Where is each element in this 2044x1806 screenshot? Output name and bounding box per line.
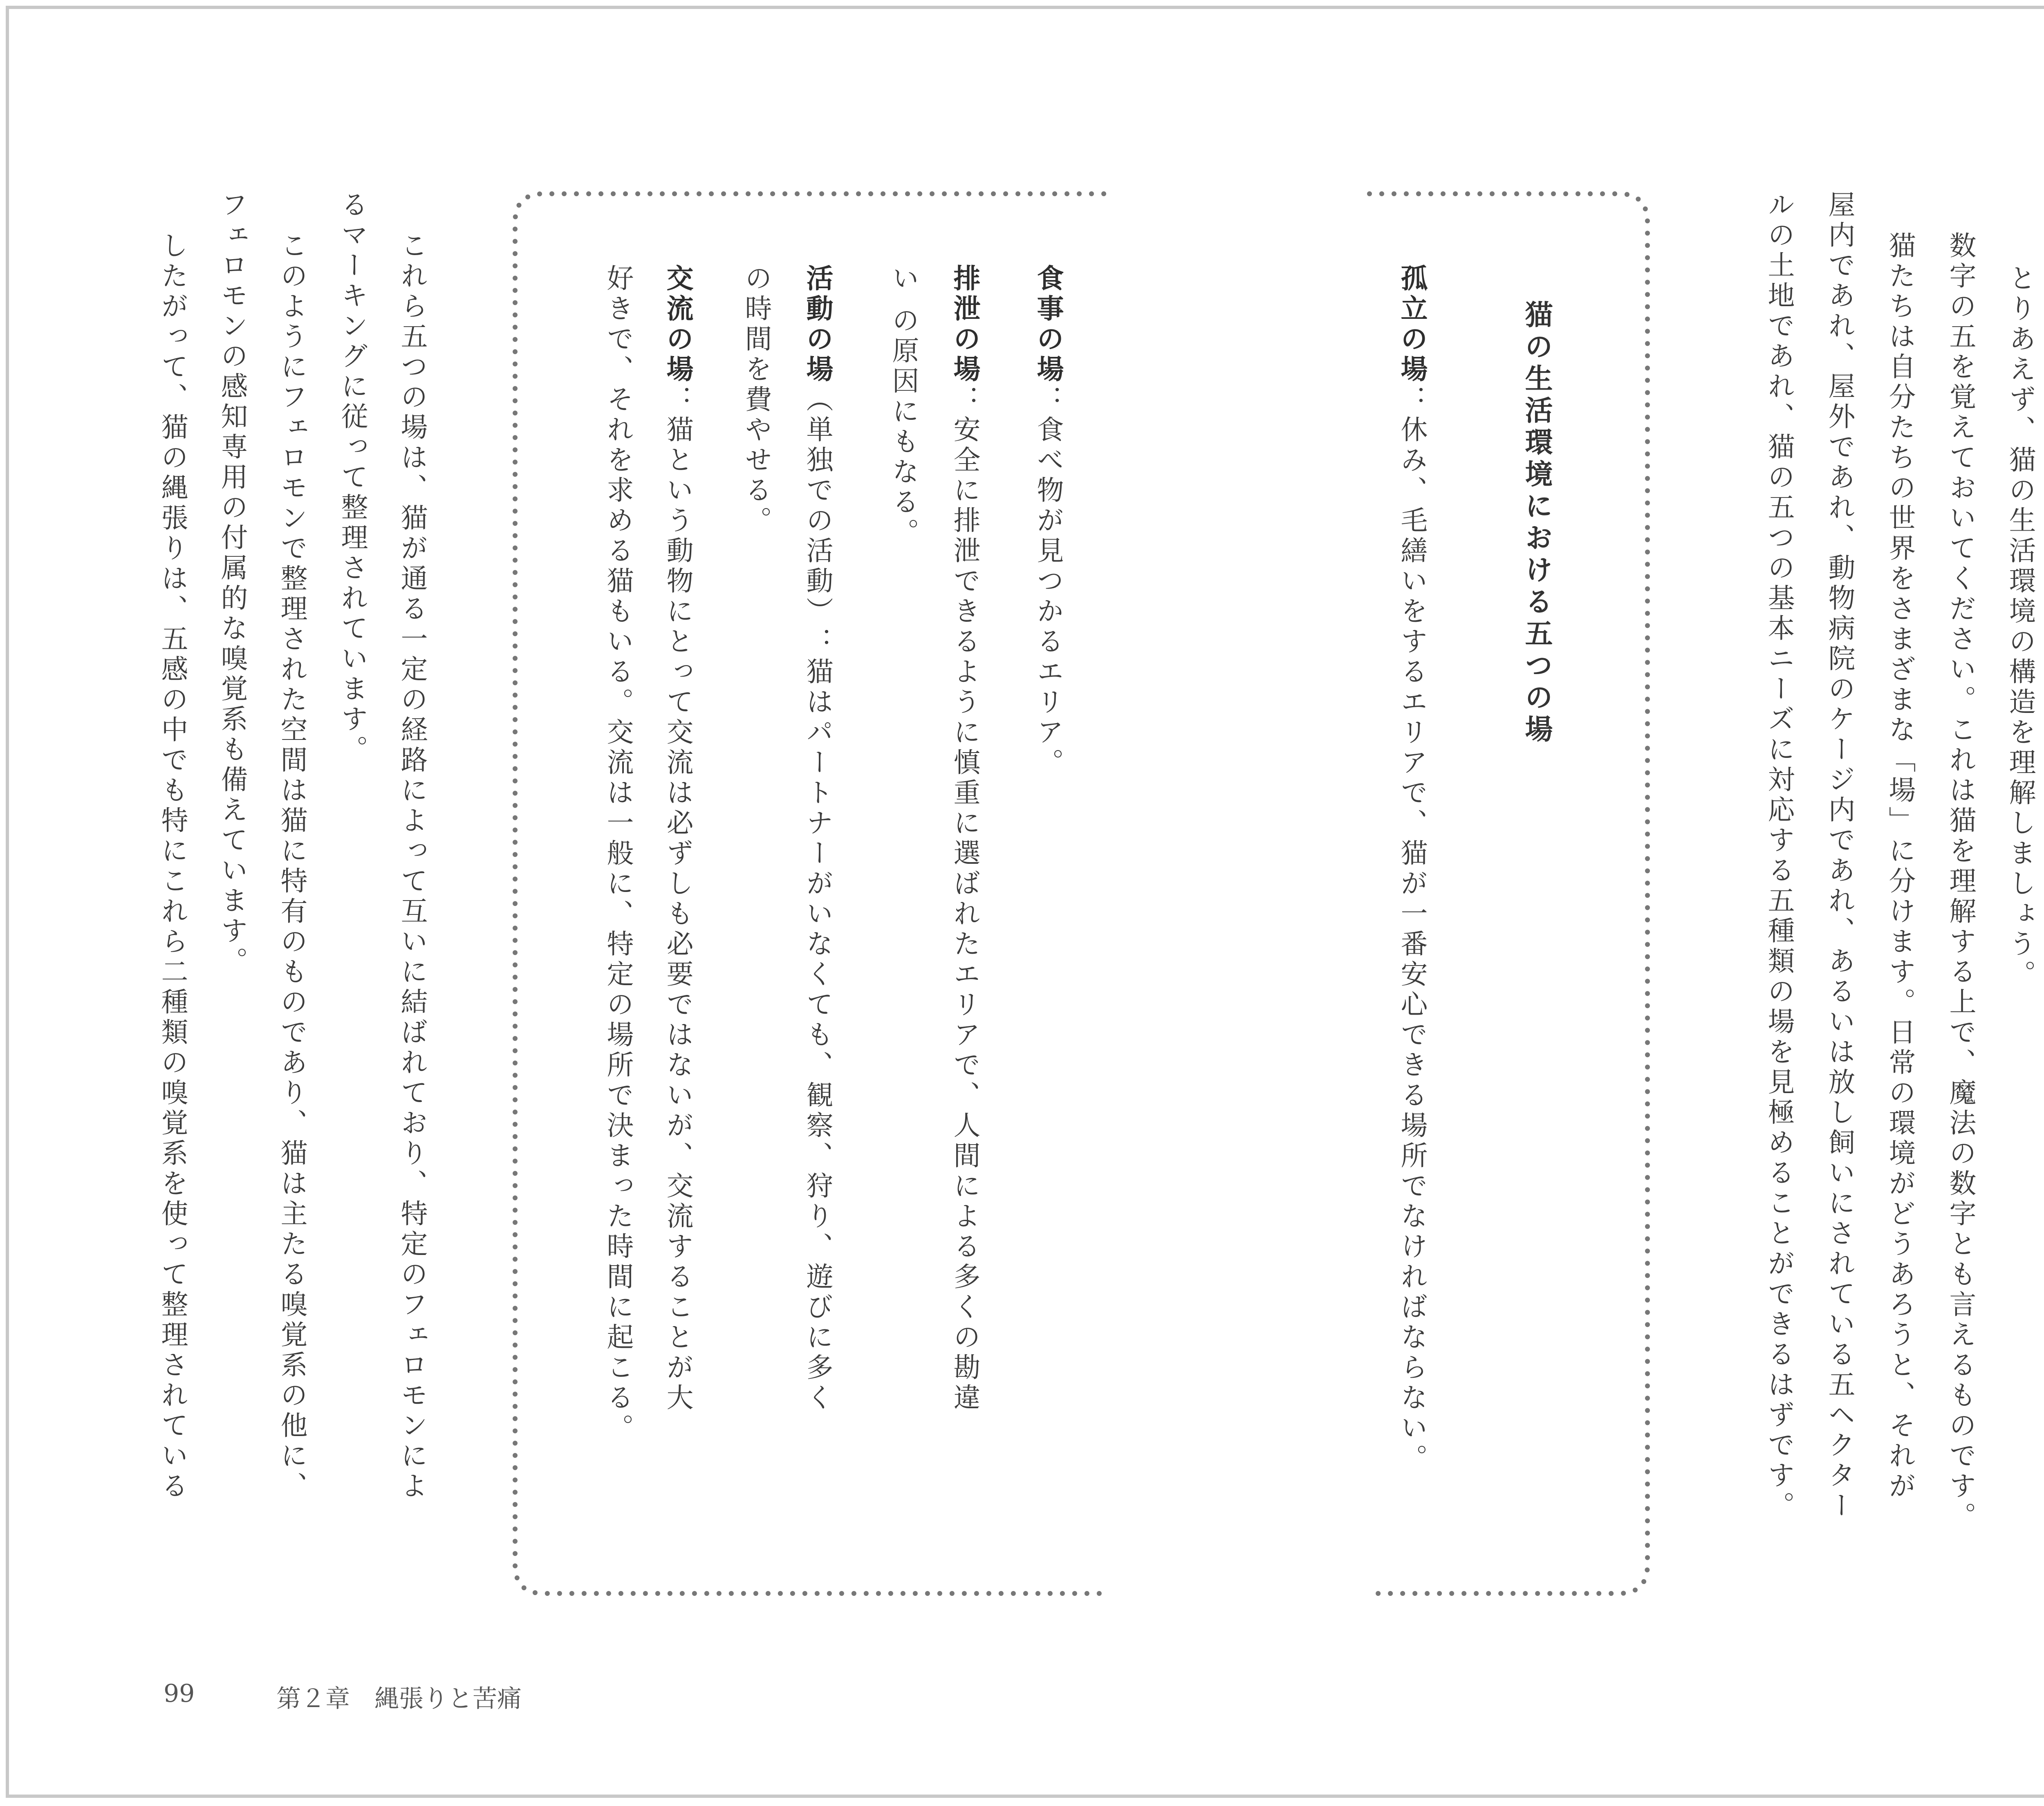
box-item-text: ：休み、毛繕いをするエリアで、猫が一番安心できる場所でなければならない。 (1396, 385, 1428, 1474)
running-header: 第２章 縄張りと苦痛 (276, 1685, 522, 1713)
paragraph-line: 屋内であれ、屋外であれ、動物病院のケージ内であれ、あるいは放し飼いにされている五ヘクター (1824, 190, 1855, 1521)
box-item-label: 孤立の場 (1396, 264, 1428, 385)
box-item-continuation: の時間を費やせる。 (740, 264, 772, 536)
paragraph-line: ルの土地であれ、猫の五つの基本ニーズに対応する五種類の場を見極めることができるはずです。 (1763, 190, 1795, 1521)
box-heading: 猫の生活環境における五つの場 (1520, 300, 1553, 746)
box-item-label: 食事の場 (1032, 264, 1064, 385)
paragraph-line: るマーキングに従って整理されています。 (336, 190, 368, 765)
box-item-continuation: 好きで、それを求める猫もいる。交流は一般に、特定の場所で決まった時間に起こる。 (602, 264, 634, 1444)
paragraph-line: 数字の五を覚えておいてください。これは猫を理解する上で、魔法の数字とも言えるものです。 (1945, 231, 1976, 1532)
box-item-text: ：安全に排泄できるように慎重に選ばれたエリアで、人間による多くの勘違 (949, 385, 980, 1414)
box-item-label: 活動の場 (802, 264, 833, 385)
paragraph-line: 猫たちは自分たちの世界をさまざまな「場」に分けます。日常の環境がどうあろうと、それが (1884, 231, 1916, 1502)
paragraph-line: したがって、猫の縄張りは、五感の中でも特にこれら二種類の嗅覚系を使って整理されている (157, 231, 188, 1502)
paragraph-line: このようにフェロモンで整理された空間は猫に特有のものであり、猫は主たる嗅覚系の他に、 (276, 231, 307, 1502)
box-item-text: ：食べ物が見つかるエリア。 (1032, 385, 1064, 778)
paragraph-line: とりあえず、猫の生活環境の構造を理解しましょう。 (2004, 264, 2036, 990)
box-item-label: 交流の場 (662, 264, 693, 385)
box-item (804, 264, 831, 1414)
paragraph-line: フェロモンの感知専用の付属的な嗅覚系も備えています。 (216, 190, 248, 977)
page-frame (6, 6, 2044, 1798)
box-item (664, 264, 691, 1414)
box-item (1032, 264, 1064, 778)
box-item-label: 排泄の場 (949, 264, 980, 385)
box-item-text: ：猫という動物にとって交流は必ずしも必要ではないが、交流することが大 (662, 385, 693, 1414)
box-item (951, 264, 978, 1414)
box-item (1396, 264, 1428, 1474)
page-number-left: 99 (164, 1679, 195, 1708)
paragraph-line: これら五つの場は、猫が通る一定の経路によって互いに結ばれており、特定のフェロモンによ (396, 231, 428, 1502)
box-item-continuation: い の原因にもなる。 (888, 264, 919, 548)
box-item-text: （単独での活動）：猫はパートナーがいなくても、観察、狩り、遊びに多く (802, 385, 833, 1414)
